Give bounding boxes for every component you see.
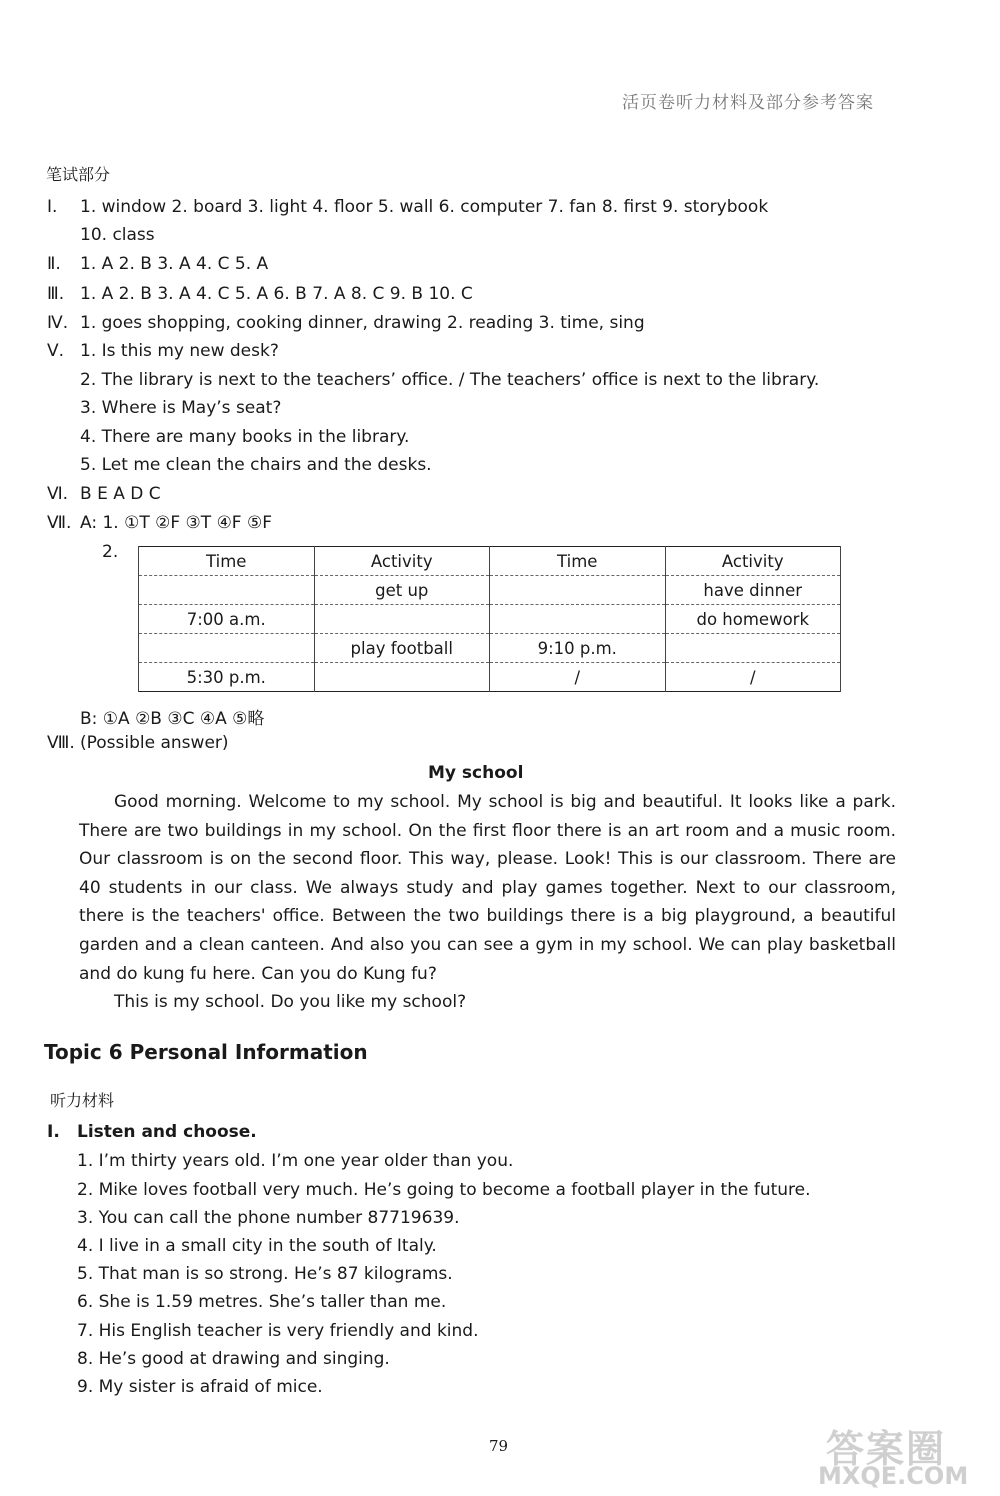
question-number: 2. xyxy=(102,542,119,562)
table-row xyxy=(139,605,841,634)
table-cell: get up xyxy=(314,576,490,605)
answer-line: A: 1. ①T ②F ③T ④F ⑤F xyxy=(80,513,273,533)
answer-line: 4. There are many books in the library. xyxy=(80,427,410,447)
table-cell xyxy=(314,663,490,692)
answer-line: 3. Where is May’s seat? xyxy=(80,398,282,418)
section-title-written: 笔试部分 xyxy=(46,165,111,184)
roman-label-5: Ⅴ. xyxy=(47,341,65,361)
table-cell: / xyxy=(665,663,841,692)
answer-line: B: ①A ②B ③C ④A ⑤略 xyxy=(80,709,265,729)
list-item: 9. My sister is afraid of mice. xyxy=(77,1377,323,1397)
answer-line: 1. A 2. B 3. A 4. C 5. A xyxy=(80,254,269,274)
page-number: 79 xyxy=(489,1437,509,1455)
roman-label-3: Ⅲ. xyxy=(47,284,65,304)
list-item: 4. I live in a small city in the south of Italy. xyxy=(77,1236,437,1256)
watermark-logo: 答案圈 xyxy=(826,1427,947,1471)
table-cell xyxy=(314,605,490,634)
answer-line: 5. Let me clean the chairs and the desks. xyxy=(80,455,432,475)
answer-line: 10. class xyxy=(80,225,155,245)
table-cell: 5:30 p.m. xyxy=(139,663,315,692)
section-title-listening: 听力材料 xyxy=(50,1091,115,1110)
essay-paragraph: Good morning. Welcome to my school. My school is big and beautiful. It looks like a park. There are two buildings in my school. On the first floor there is an art room and a music room. Our classroom is on the second floor. This way, please. Look! This is our classroom. There are 40 students in our class. We always study and play games together. Next to our classroom, there is the teachers' office. Between the two buildings there is a big playground, a beautiful garden and a clean canteen. And also you can see a gym in my school. We can play basketball and do kung fu here. Can you do Kung fu? xyxy=(79,792,896,984)
list-item: 6. She is 1.59 metres. She’s taller than me. xyxy=(77,1292,447,1312)
list-item: 5. That man is so strong. He’s 87 kilograms. xyxy=(77,1264,453,1284)
table-cell: / xyxy=(490,663,666,692)
roman-label-1: Ⅰ. xyxy=(47,1122,60,1142)
list-item: 2. Mike loves football very much. He’s going to become a football player in the future. xyxy=(77,1180,811,1200)
table-row xyxy=(139,663,841,692)
table-cell xyxy=(139,576,315,605)
schedule-table xyxy=(138,546,841,692)
table-row xyxy=(139,634,841,663)
table-header-row xyxy=(139,547,841,576)
table-row xyxy=(139,576,841,605)
list-item: 8. He’s good at drawing and singing. xyxy=(77,1349,390,1369)
answer-line: 1. window 2. board 3. light 4. floor 5. wall 6. computer 7. fan 8. first 9. storybook xyxy=(80,197,769,217)
table-cell: have dinner xyxy=(665,576,841,605)
roman-label-7: Ⅶ. xyxy=(47,513,72,533)
table-cell: 7:00 a.m. xyxy=(139,605,315,634)
answer-line: 1. goes shopping, cooking dinner, drawing 2. reading 3. time, sing xyxy=(80,313,645,333)
table-cell xyxy=(139,634,315,663)
topic-title: Topic 6 Personal Information xyxy=(44,1040,368,1064)
answer-line: 1. Is this my new desk? xyxy=(80,341,279,361)
running-header: 活页卷听力材料及部分参考答案 xyxy=(622,93,874,113)
essay-title: My school xyxy=(428,763,524,783)
roman-label-4: Ⅳ. xyxy=(47,313,69,333)
answer-line: 1. A 2. B 3. A 4. C 5. A 6. B 7. A 8. C 9. B 10. C xyxy=(80,284,473,304)
table-cell: 9:10 p.m. xyxy=(490,634,666,663)
list-item: 3. You can call the phone number 87719639. xyxy=(77,1208,460,1228)
roman-label-2: Ⅱ. xyxy=(47,254,61,274)
possible-answer-note: (Possible answer) xyxy=(80,733,229,753)
table-header-cell: Time xyxy=(490,547,666,576)
table-header-cell: Time xyxy=(139,547,315,576)
table-cell: play football xyxy=(314,634,490,663)
table-cell xyxy=(490,576,666,605)
table-header-cell: Activity xyxy=(314,547,490,576)
roman-label-8: Ⅷ. xyxy=(47,733,75,753)
table-cell xyxy=(665,634,841,663)
essay-paragraph: This is my school. Do you like my school? xyxy=(114,992,467,1013)
instruction: Listen and choose. xyxy=(77,1122,257,1142)
roman-label-1: Ⅰ. xyxy=(47,197,58,217)
list-item: 1. I’m thirty years old. I’m one year older than you. xyxy=(77,1151,514,1171)
table-cell: do homework xyxy=(665,605,841,634)
watermark-url: MXQE.COM xyxy=(818,1462,969,1490)
table-header-cell: Activity xyxy=(665,547,841,576)
essay-body xyxy=(79,788,896,1017)
answer-line: B E A D C xyxy=(80,484,161,504)
table-cell xyxy=(490,605,666,634)
list-item: 7. His English teacher is very friendly and kind. xyxy=(77,1321,479,1341)
roman-label-6: Ⅵ. xyxy=(47,484,69,504)
answer-line: 2. The library is next to the teachers’ office. / The teachers’ office is next to the library. xyxy=(80,370,820,390)
